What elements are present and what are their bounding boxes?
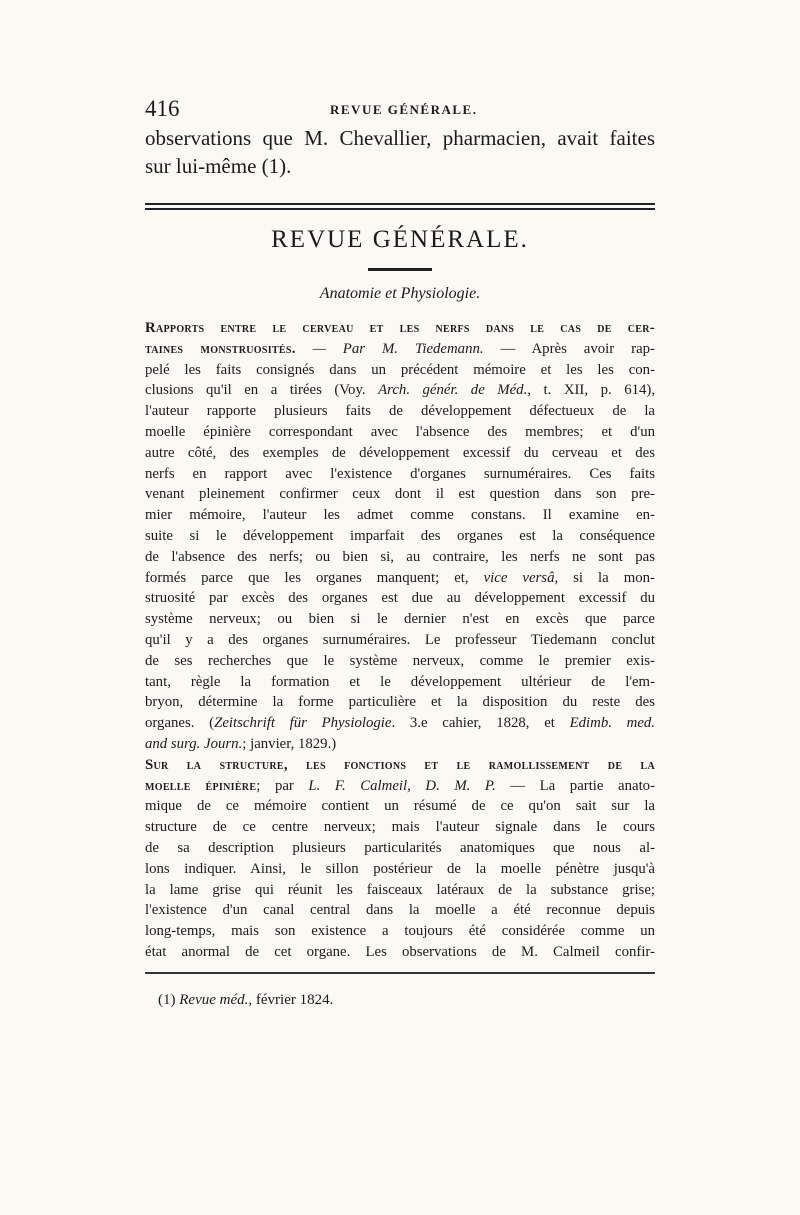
section-rule [145, 203, 655, 205]
text-line: ; janvier, 1829.) [242, 735, 337, 752]
text-line: la lame grise qui réunit les faisceaux latéraux de la substance grise; [145, 881, 655, 898]
text-line: l'auteur rapporte plusieurs faits de développement défectueux de la [145, 403, 655, 420]
footnote-mark: (1) [158, 992, 176, 1008]
citation: Edimb. med. [569, 715, 655, 732]
running-head [145, 96, 655, 126]
text-line: ; par [256, 777, 294, 794]
text-line: structure de ce centre nerveux; mais l'auteur signale dans le cours [145, 819, 655, 836]
citation: Zeitschrift für Physiologie [214, 715, 392, 732]
article-author: L. F. Calmeil, D. M. P. [308, 777, 496, 794]
article-heading: taines monstruosités. [145, 340, 296, 357]
text-line: bryon, détermine la forme particulière et la disposition du reste des [145, 694, 655, 711]
text-line: de sa description plusieurs particularités anatomiques que nous al- [145, 839, 655, 856]
latin-phrase: vice versâ [483, 569, 555, 586]
text-line: , t. XII, p. 614), [527, 382, 656, 399]
article-heading: moelle épinière [145, 777, 257, 794]
article-tiedemann [145, 318, 655, 755]
section-title: REVUE GÉNÉRALE. [271, 226, 529, 253]
running-title: REVUE GÉNÉRALE. [330, 102, 478, 117]
page-number: 416 [145, 96, 180, 121]
text-line: formés parce que les organes manquent; et, [145, 569, 469, 586]
footnote-date: , février 1824. [248, 992, 334, 1008]
text-line: suite si le développement imparfait des organes est la conséquence [145, 527, 655, 544]
text-line: mique de ce mémoire contient un résumé de ce qu'on sait sur la [145, 798, 655, 815]
text-line: autre côté, des exemples de développement excessif du cerveau et des [145, 444, 655, 461]
text-line: de l'absence des nerfs; ou bien si, au contraire, les nerfs ne sont pas [145, 548, 655, 565]
citation: and surg. Journ. [145, 735, 243, 752]
text-line: état anormal de cet organe. Les observations de M. Calmeil confir- [145, 943, 655, 960]
text-line: venant pleinement confirmer ceux dont il est question dans son pre- [145, 486, 655, 503]
footnote-source: Revue méd. [179, 992, 249, 1008]
text-line: tant, règle la formation et le développement ultérieur de l'em- [145, 673, 655, 690]
section-rule [145, 208, 655, 210]
text-line: mier mémoire, l'auteur les admet comme constans. Il examine en- [145, 507, 655, 524]
article-body [145, 318, 655, 963]
footnote [158, 992, 668, 1009]
text-line: pelé les faits consignés dans un précédent mémoire et les les con- [145, 361, 655, 378]
text-line: . 3.e cahier, 1828, et [391, 715, 555, 732]
text-line: clusions qu'il en a tirées (Voy. [145, 382, 366, 399]
text-line: — La partie anato- [510, 777, 656, 794]
carryover-line: observations que M. Chevallier, pharmacien, avait faites [145, 126, 655, 150]
article-author: — Par M. Tiedemann. [312, 340, 484, 357]
article-heading: Rapports entre le cerveau et les nerfs dans le cas de cer- [145, 320, 655, 336]
title-underline [368, 268, 432, 271]
text-line: lons indiquer. Ainsi, le sillon postérieur de la moelle pénètre jusqu'à [145, 860, 655, 877]
text-line: — Après avoir rap- [500, 340, 655, 357]
footnote-rule [145, 972, 655, 974]
carryover-text [145, 124, 655, 180]
article-calmeil [145, 755, 655, 963]
carryover-line: sur lui-même (1). [145, 154, 292, 178]
text-line: long-temps, mais son existence a toujours été considérée comme un [145, 923, 655, 940]
text-line: organes. ( [145, 715, 215, 732]
text-line: moelle épinière correspondant avec l'absence des membres; et d'un [145, 423, 655, 440]
text-line: , si la mon- [554, 569, 655, 586]
text-line: nerfs en rapport avec l'existence d'organes surnuméraires. Ces faits [145, 465, 655, 482]
article-heading: Sur la structure, les fonctions et le ramollissement de la [145, 756, 655, 773]
text-line: l'existence d'un canal central dans la moelle a été reconnue depuis [145, 902, 655, 919]
citation: Arch. génér. de Méd. [378, 382, 528, 399]
text-line: système nerveux; ou bien si le dernier n'est en excès que parce [145, 611, 655, 628]
text-line: qu'il y a des organes surnuméraires. Le professeur Tiedemann conclut [145, 631, 655, 648]
text-line: struosité par excès des organes est due au développement excessif du [145, 590, 655, 607]
subsection-title: Anatomie et Physiologie. [319, 285, 481, 302]
text-line: de ses recherches que le système nerveux, comme le premier exis- [145, 652, 655, 669]
